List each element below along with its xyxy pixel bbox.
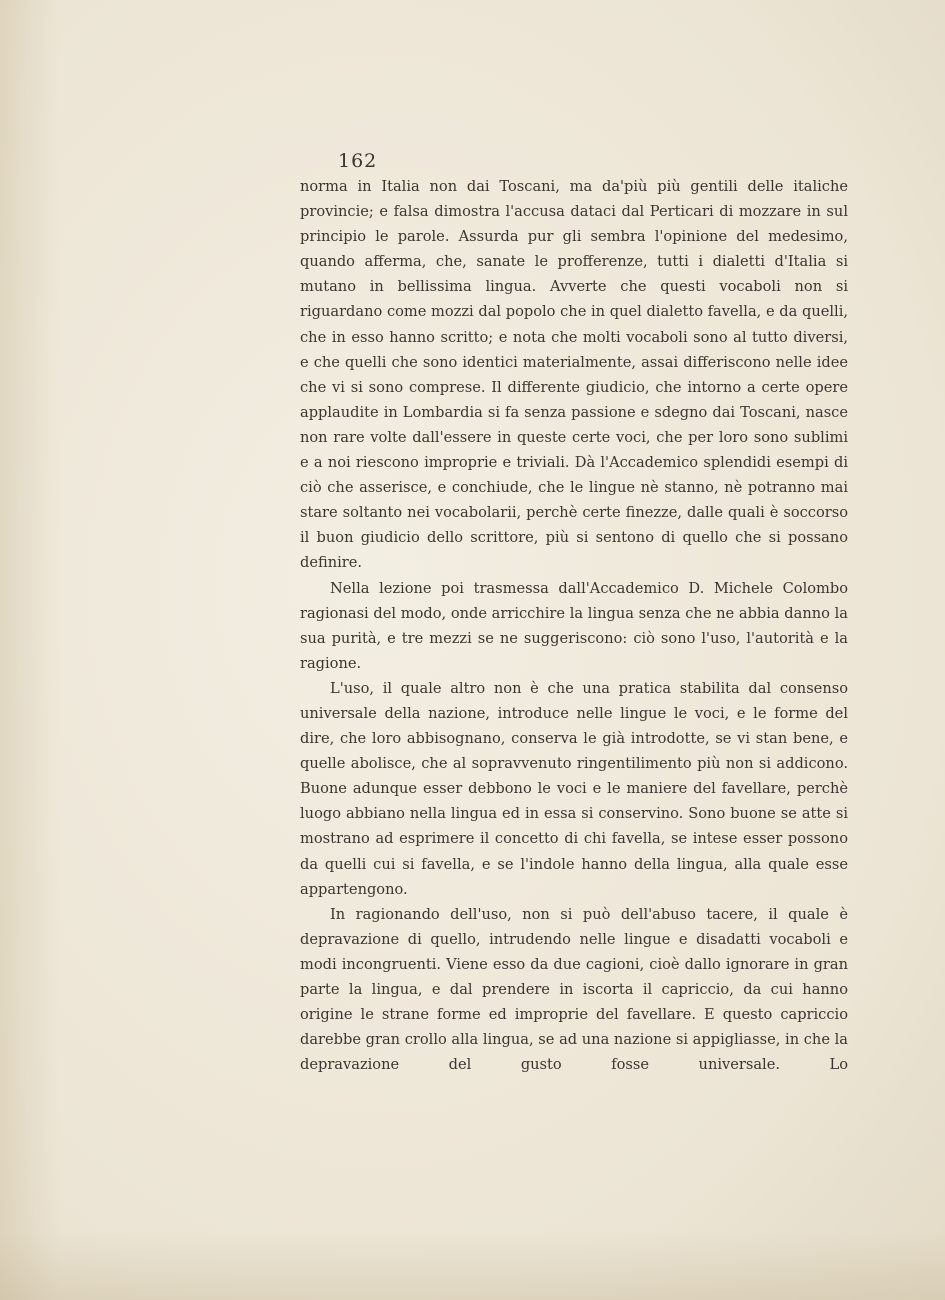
- paragraph-1: norma in Italia non dai Toscani, ma da'più più gentili delle italiche provincie; e falsa dimostra l'accusa dataci dal Perticari di mozzare in sul principio le parole. Assurda pur gli sembra l'opinione del medesimo, quando afferma, che, sanate le profferenze, tutti i dialetti d'Italia si mutano in bellissima lingua. Avverte che questi vocaboli non si riguardano come mozzi dal popolo che in quel dialetto favella, e da quelli, che in esso hanno scritto; e nota che molti vocaboli sono al tutto diversi, e che quelli che sono identici materialmente, assai differiscono nelle idee che vi si sono comprese. Il differente giudicio, che intorno a certe opere applaudite in Lombardia si fa senza passione e sdegno dai Toscani, nasce non rare volte dall'essere in queste certe voci, che per loro sono sublimi e a noi riescono improprie e triviali. Dà l'Accademico splendidi esempi di ciò che asserisce, e conchiude, che le lingue nè stanno, nè potranno mai stare soltanto nei vocabolarii, perchè certe finezze, dalle quali è soccorso il buon giudicio dello scrittore, più si sentono di quello che si possano definire.: [300, 178, 848, 572]
- paper-stain-left: [0, 0, 60, 1300]
- paragraph-3: L'uso, il quale altro non è che una pratica stabilita dal consenso universale della nazione, introduce nelle lingue le voci, e le forme del dire, che loro abbisognano, conserva le già introdotte, se vi stan bene, e quelle abolisce, che al sopravvenuto ringentilimento più non si addicono. Buone adunque esser debbono le voci e le maniere del favellare, perchè luogo abbiano nella lingua ed in essa si conservino. Sono buone se atte si mostrano ad esprimere il concetto di chi favella, se intese esser possono da quelli cui si favella, e se l'indole hanno della lingua, alla quale esse appartengono.: [300, 679, 848, 898]
- page-number: 162: [338, 150, 378, 172]
- paragraph-4: In ragionando dell'uso, non si può dell'abuso tacere, il quale è depravazione di quello, intrudendo nelle lingue e disadatti vocaboli e modi incongruenti. Viene esso da due cagioni, cioè dallo ignorare in gran parte la lingua, e dal prendere in iscorta il capriccio, da cui hanno origine le strane forme ed improprie del favellare. E questo capriccio darebbe gran crollo alla lingua, se ad una nazione si appigliasse, in che la depravazione del gusto fosse universale. Lo: [300, 905, 848, 1074]
- paper-stain-bottom: [0, 1230, 945, 1300]
- paragraph-2: Nella lezione poi trasmessa dall'Accademico D. Michele Colombo ragionasi del modo, onde arricchire la lingua senza che ne abbia danno la sua purità, e tre mezzi se ne suggeriscono: ciò sono l'uso, l'autorità e la ragione.: [300, 579, 848, 672]
- text-block: [300, 150, 848, 1077]
